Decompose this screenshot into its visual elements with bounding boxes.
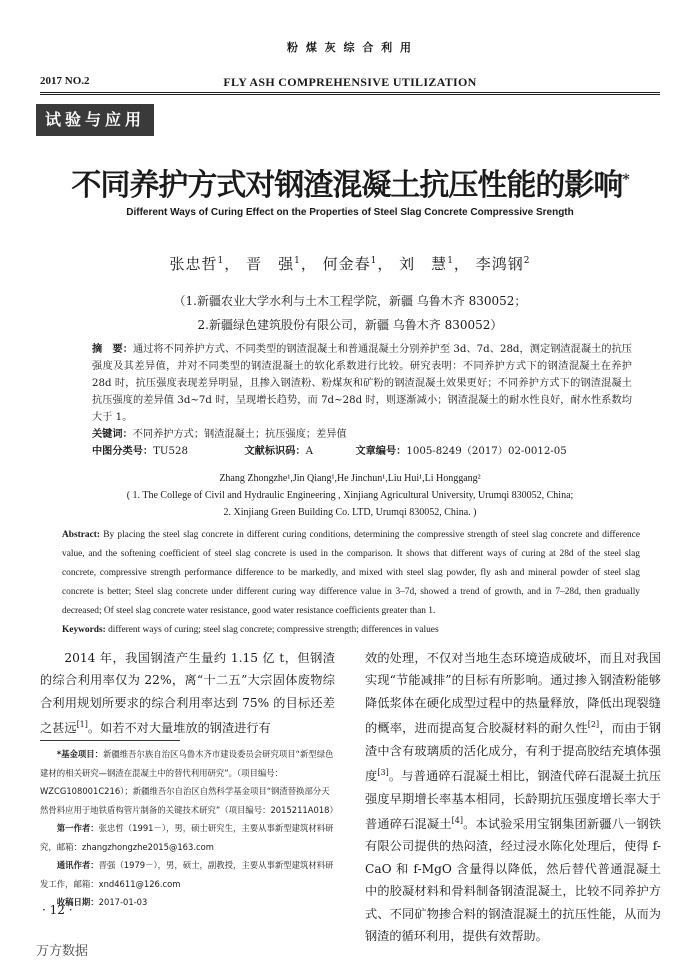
fund-footnote: *基金项目：新疆维吾尔族自治区乌鲁木齐市建设委员会研究项目“新型绿色建材的相关研究—钢渣在混凝土中的替代利用研究”。（项目编号：WZCG108001C216）；新疆维吾尔自治区自然科学基金项目“钢渣替换部分天然骨料应用于地铁盾构管片制备的关键技术研究”（项目编号：2015211A018） [40,749,338,815]
author: 何金春$^1$ [322,255,378,273]
keywords-en-label: Keywords: [62,625,106,635]
footnote-rule [40,740,180,741]
title-footnote-mark: * [622,172,629,188]
affiliation-2: 2.新疆绿色建筑股份有限公司，新疆 乌鲁木齐 830052） [197,318,503,332]
abstract-en: Abstract: By placing the steel slag concrete in different curing conditions, determining the compressive strength of steel slag concrete and difference value, and the softening coefficient of steel slag concrete is used in the comparison. It shows that different ways of curing at 28d of the steel slag concrete, compressive strength performance difference to be markedly, and mixed with steel slag powder, fly ash and mineral powder of steel slag concrete is better; Steel slag concrete under different curing way difference value in 3–7d, showed a trend of growth, and in 7–28d, then gradually decreased; Of steel slag concrete water resistance, good water resistance coefficients greater than 1. Keywords: different ways of curing; steel slag concrete; compressive strength; differences in values [62,530,641,635]
affiliation-en-1: ( 1. The College of Civil and Hydraulic Engineering , Xinjiang Agricultural University, Urumqi 830052, China; [126,490,574,501]
paper-title [0,160,700,204]
page-number: · 12 · [42,903,73,917]
journal-name-en: FLY ASH COMPREHENSIVE UTILIZATION [223,75,477,89]
citation: [3] [377,768,389,778]
author: 李鸿钢$^2$ [475,255,531,273]
journal-name-cn: 粉 煤 灰 综 合 利 用 [287,41,413,54]
author-list: 张忠哲$^1$， 晋 强$^1$， 何金春$^1$， 刘 慧$^1$， 李鸿钢$^2$ [169,255,531,273]
classification-line: 中图分类号：TU528 文献标识码：A 文章编号：1005-8249（2017）02-0012-05 [92,445,567,457]
citation: [1] [76,720,88,730]
first-author-footnote: 第一作者：张忠哲（1991－），男，硕士研究生，主要从事新型建筑材料研究，邮箱：zhangzhongzhe2015@163.com [40,823,334,852]
authors-en: Zhang Zhongzhe¹,Jin Qiang¹,He Jinchun¹,Liu Hui¹,Li Honggang² [219,473,481,484]
issue-number: 2017 NO.2 [40,75,90,87]
corresponding-author-footnote: 通讯作者：晋强（1979－），男，硕士，副教授，主要从事新型建筑材料研发工作，邮箱：xnd4611@126.com [40,860,334,889]
abstract-cn-label: 摘 要： [92,343,133,355]
affiliation-1: （1.新疆农业大学水利与土木工程学院，新疆 乌鲁木齐 830052； [173,294,527,308]
paper-title-text: 不同养护方式对钢渣混凝土抗压性能的影响 [71,168,623,203]
citation: [2] [587,720,600,730]
keywords-en-text: different ways of curing; steel slag concrete; compressive strength; differences in values [108,625,439,635]
affiliation-en-2: 2. Xinjiang Green Building Co. LTD, Urumqi 830052, China. ) [223,507,477,518]
body-right-paragraph: 效的处理，不仅对当地生态环境造成破坏，而且对我国实现“节能减排”的目标有所影响。通过掺入钢渣粉能够降低浆体在硬化成型过程中的热量释放，降低出现裂缝的概率，进而提高复合胶凝材料的耐久性[2]，而由于钢渣中含有玻璃质的活化成分，有利于提高胶结充填体强度[3]。与普通碎石混凝土相比，钢渣代碎石混凝土抗压强度早期增长率基本相同，长龄期抗压强度增长率大于普通碎石混凝土[4]。本试验采用宝钢集团新疆八一钢铁有限公司提供的热闷渣，经过浸水陈化处理后，使得 f-CaO 和 f-MgO 含量得以降低，然后替代普通混凝土中的胶凝材料和骨料制备钢渣混凝土，比较不同养护方式、不同矿物掺合料的钢渣混凝土的抗压性能，从而为钢渣的循环利用，提供有效帮助。 [365,651,662,944]
abstract-cn [92,341,632,426]
keywords-cn: 关键词：不同养护方式；钢渣混凝土；抗压强度；差异值 [92,428,347,440]
citation: [4] [451,815,463,825]
author: 晋 强$^1$ [246,255,301,273]
header-rule [40,92,660,93]
body-left-paragraph: 2014 年，我国钢渣产生量约 1.15 亿 t，但钢渣的综合利用率仅为 22%，离“十二五”大宗固体废物综合利用规划所要求的综合利用率达到 75% 的目标还差之甚远[1]。如若不对大量堆放的钢渣进行有 [40,651,335,736]
author: 张忠哲$^1$ [169,255,225,273]
author: 刘 慧$^1$ [399,255,454,273]
footnotes [40,745,338,912]
abstract-cn-text: 通过将不同养护方式、不同类型的钢渣混凝土和普通混凝土分别养护至 3d、7d、28d，测定钢渣混凝土的抗压强度及其差异值，并对不同类型的钢渣混凝土的软化系数进行比较。研究表明：不同养护方式下的钢渣混凝土在养护 28d 时，抗压强度表现差异明显，且掺入钢渣粉、粉煤灰和矿粉的钢渣混凝土效果更好；不同养护方式下的钢渣混凝土抗压强度的差异值 3d~7d 时，呈现增长趋势，而 7d~28d 时，则逐渐减小；钢渣混凝土的耐水性良好，耐水性系数均大于 1。 [92,344,632,423]
received-date-footnote: 收稿日期：2017-01-03 [56,897,148,907]
section-tag: 试验与应用 [36,104,154,136]
watermark: 万方数据 [36,944,89,959]
header-rule-thin [40,94,660,95]
paper-subtitle-en: Different Ways of Curing Effect on the Properties of Steel Slag Concrete Compressive Srength [126,207,574,218]
